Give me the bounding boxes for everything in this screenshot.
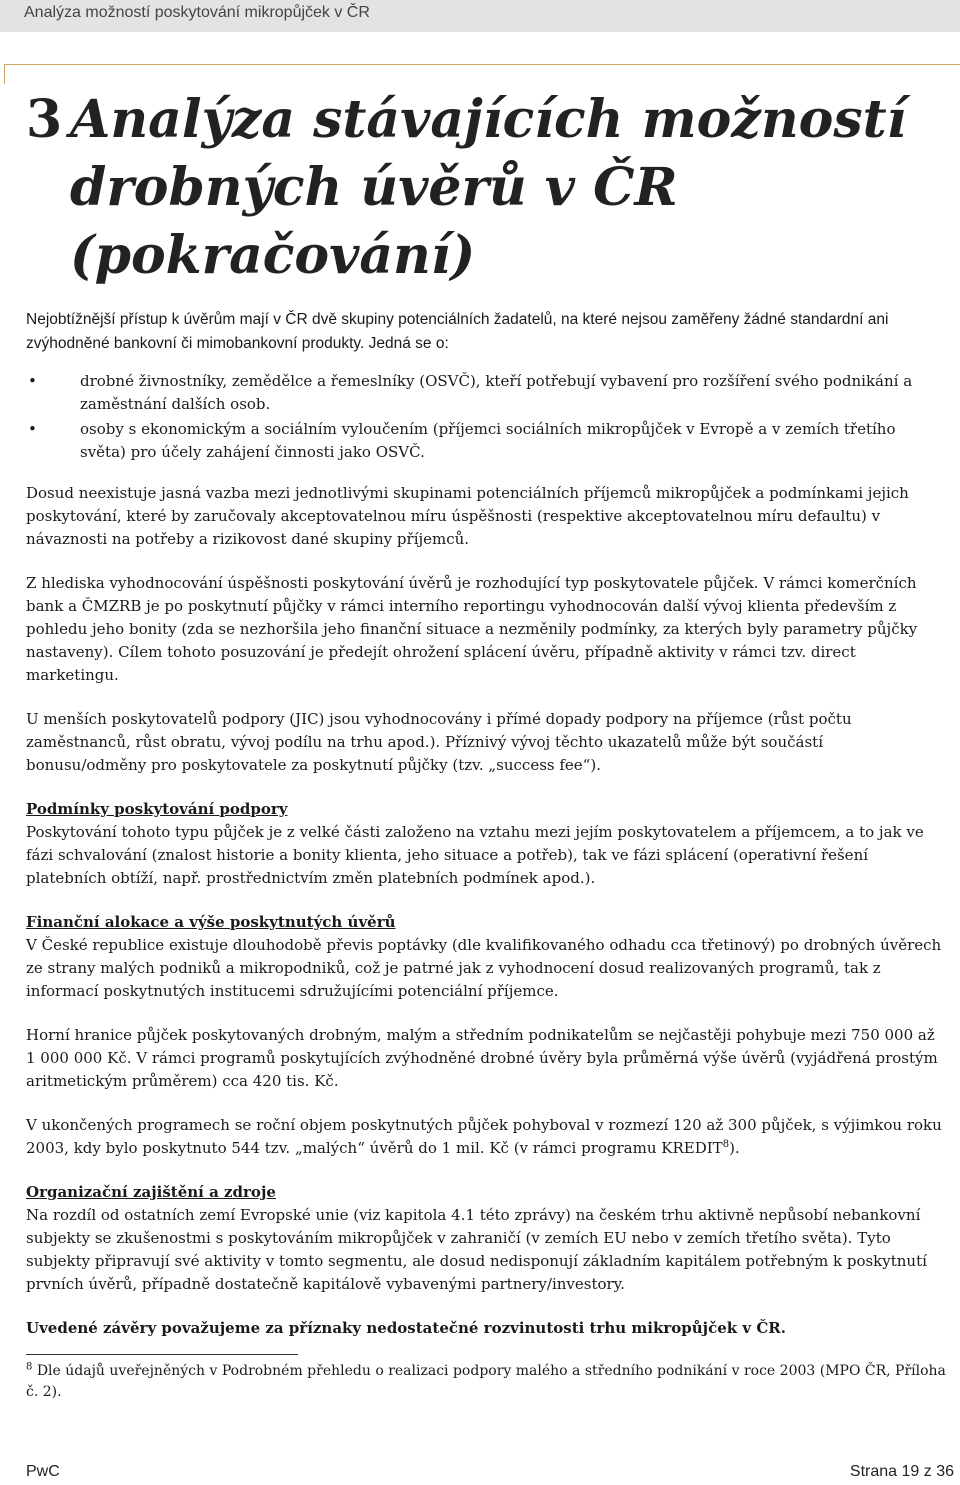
- list-item: [26, 418, 946, 464]
- footnote-divider: [26, 1354, 298, 1355]
- section-heading: Podmínky poskytování podpory: [26, 800, 288, 818]
- intro-paragraph: Nejobtížnější přístup k úvěrům mají v ČR dvě skupiny potenciálních žadatelů, na které nejsou zaměřeny žádné standardní ani zvýhodněné bankovní či mimobankovní produkty. Jedná se o:: [26, 311, 889, 352]
- conclusion: Uvedené závěry považujeme za příznaky nedostatečné rozvinutosti trhu mikropůjček v ČR.: [26, 1319, 786, 1337]
- paragraph: Horní hranice půjček poskytovaných drobným, malým a středním podnikatelům se nejčastěji pohybuje mezi 750 000 až 1 000 000 Kč. V rámci programů poskytujících zvýhodněné drobné úvěry byla průměrná výše úvěrů (vyjádřená prostým aritmetickým průměrem) cca 420 tis. Kč.: [26, 1026, 938, 1090]
- paragraph: U menších poskytovatelů podpory (JIC) jsou vyhodnocovány i přímé dopady podpory na příjemce (růst počtu zaměstnanců, růst obratu, vývoj podílu na trhu apod.). Příznivý vývoj těchto ukazatelů může být součástí bonusu/odměny pro poskytovatele za poskytnutí půjčky (tzv. „success fee“).: [26, 710, 852, 774]
- page-number: Strana 19 z 36: [849, 1463, 954, 1480]
- section-conditions: [26, 798, 946, 890]
- paragraph: [26, 1114, 946, 1160]
- section-heading: Finanční alokace a výše poskytnutých úvěrů: [26, 913, 396, 931]
- section-text: Na rozdíl od ostatních zemí Evropské unie (viz kapitola 4.1 této zprávy) na českém trhu aktivně nepůsobí nebankovní subjekty se zkušenostmi s poskytováním mikropůjček v zahraničí (v zemích EU nebo v zemích třetího světa). Tyto subjekty připravují své aktivity v tomto segmentu, ale dosud nedisponují základním kapitálem potřebným k poskytnutí prvních úvěrů, případně dostatečně kapitálově vybavenými partnery/investory.: [26, 1206, 927, 1293]
- list-item: [26, 370, 946, 416]
- section-text: V České republice existuje dlouhodobě převis poptávky (dle kvalifikovaného odhadu cca třetinový) po drobných úvěrech ze strany malých podniků a mikropodniků, což je patrné jak z vyhodnocení dosud realizovaných programů, tak z informací poskytnutých institucemi sdružujícími potenciální příjemce.: [26, 936, 942, 1000]
- chapter-title: Analýza stávajících možností drobných úvěrů v ČR (pokračování): [70, 89, 907, 286]
- bullet-icon: •: [28, 372, 37, 390]
- chapter-heading: [26, 86, 946, 290]
- section-organization: [26, 1181, 946, 1296]
- footnote-text: Dle údajů uveřejněných v Podrobném přehledu o realizaci podpory malého a středního podnikání v roce 2003 (MPO ČR, Příloha č. 2).: [26, 1363, 946, 1400]
- page-footer: [26, 1463, 954, 1481]
- footnote: [26, 1361, 946, 1403]
- paragraph-text: V ukončených programech se roční objem poskytnutých půjček pohyboval v rozmezí 120 až 300 půjček, s výjimkou roku 2003, kdy bylo poskytnuto 544 tzv. „malých“ úvěrů do 1 mil. Kč (v rámci programu KREDIT: [26, 1116, 942, 1157]
- paragraph: Dosud neexistuje jasná vazba mezi jednotlivými skupinami potenciálních příjemců mikropůjček a podmínkami jejich poskytování, které by zaručovaly akceptovatelnou míru úspěšnosti (respektive akceptovatelnou míru defaultu) v návaznosti na potřeby a rizikovost dané skupiny příjemců.: [26, 484, 909, 548]
- header-title: Analýza možností poskytování mikropůjček v ČR: [24, 4, 370, 21]
- footnote-number: 8: [26, 1361, 33, 1373]
- footnote-reference: 8: [722, 1139, 730, 1150]
- section-heading: Organizační zajištění a zdroje: [26, 1183, 276, 1201]
- paragraph-text-end: ).: [729, 1139, 740, 1157]
- chapter-number: 3: [26, 89, 63, 150]
- bullet-icon: •: [28, 420, 37, 438]
- bullet-text: osoby s ekonomickým a sociálním vyloučením (příjemci sociálních mikropůjček v Evropě a v zemích třetího světa) pro účely zahájení činnosti jako OSVČ.: [80, 420, 896, 461]
- bullet-text: drobné živnostníky, zemědělce a řemeslníky (OSVČ), kteří potřebují vybavení pro rozšíření svého podnikání a zaměstnání dalších osob.: [80, 372, 913, 413]
- bullet-list: [26, 370, 946, 464]
- paragraph: Z hlediska vyhodnocování úspěšnosti poskytování úvěrů je rozhodující typ poskytovatele půjček. V rámci komerčních bank a ČMZRB je po poskytnutí půjčky v rámci interního reportingu vyhodnocován další vývoj klienta především z pohledu jeho bonity (zda se nezhoršila jeho finanční situace a nezměnily podmínky, za kterých byly parametry půjčky nastaveny). Cílem tohoto posuzování je předejít ohrožení splácení úvěru, případně aktivity v rámci tzv. direct marketingu.: [26, 574, 918, 684]
- page-header: [0, 0, 960, 32]
- section-text: Poskytování tohoto typu půjček je z velké části založeno na vztahu mezi jejím poskytovatelem a příjemcem, a to jak ve fázi schvalování (znalost historie a bonity klienta, jeho situace a potřeb), tak ve fázi splácení (operativní řešení platebních obtíží, např. prostřednictvím změn platebních podmínek apod.).: [26, 823, 924, 887]
- section-allocation: [26, 911, 946, 1003]
- footer-company: PwC: [26, 1463, 60, 1480]
- corner-rule-horizontal: [4, 64, 960, 65]
- document-body: [26, 308, 946, 1403]
- corner-rule-vertical: [4, 64, 5, 84]
